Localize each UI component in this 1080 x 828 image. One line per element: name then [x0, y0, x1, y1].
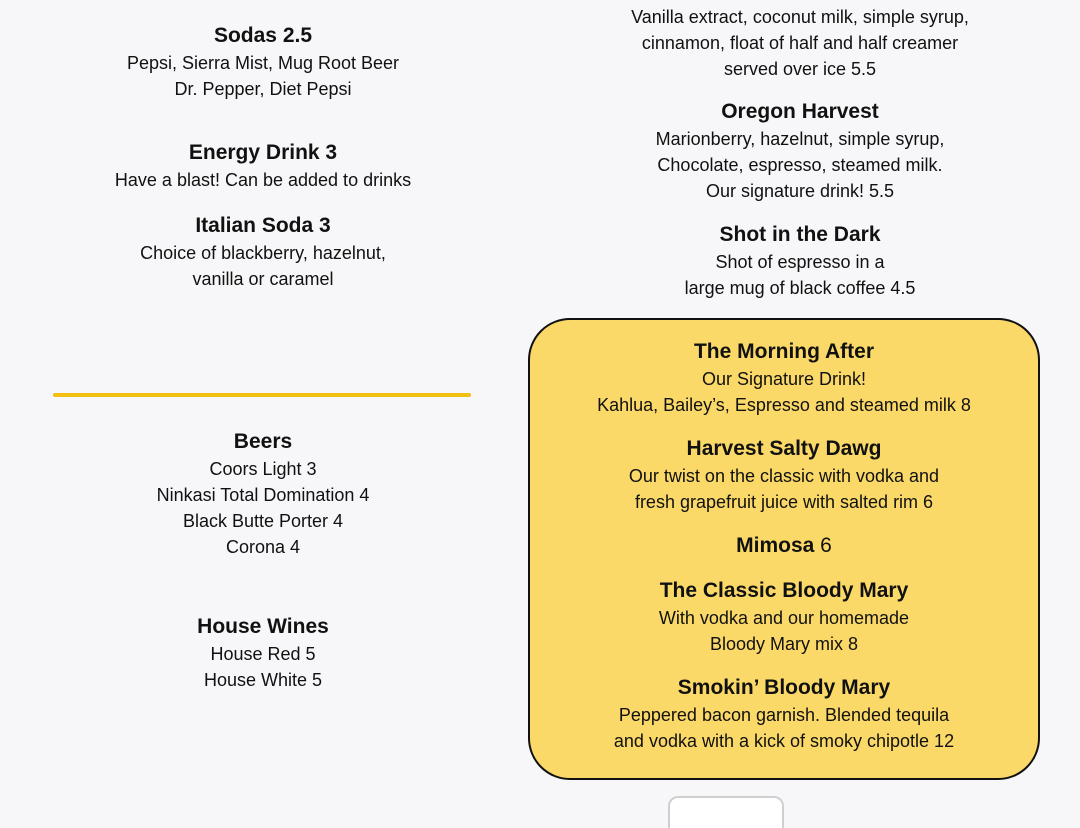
item-title: Oregon Harvest	[721, 100, 879, 123]
item-title: The Classic Bloody Mary	[659, 579, 909, 602]
item-line: Coors Light 3	[209, 459, 317, 479]
glass-image	[668, 796, 784, 828]
item-line: Shot of espresso in a	[715, 252, 885, 272]
item-price: 6	[820, 534, 832, 557]
item-title: The Morning After	[693, 340, 875, 363]
menu-item-classic-bloody-mary	[530, 577, 1038, 657]
left-column	[53, 0, 473, 808]
item-line: House Red 5	[210, 644, 316, 664]
item-line: Choice of blackberry, hazelnut,	[140, 243, 386, 263]
cocktail-box	[528, 318, 1040, 780]
menu-item-italian-soda	[53, 212, 473, 292]
item-line: Our Signature Drink!	[701, 369, 867, 389]
item-line: large mug of black coffee 4.5	[684, 278, 916, 298]
item-line: Vanilla extract, coconut milk, simple syrup,	[631, 7, 969, 27]
item-line: cinnamon, float of half and half creamer	[641, 33, 959, 53]
item-line: Ninkasi Total Domination 4	[156, 485, 370, 505]
menu-item-vanilla-drink	[530, 4, 1070, 82]
item-title: Sodas 2.5	[213, 24, 313, 47]
menu-section-house-wines	[53, 613, 473, 693]
item-line: Kahlua, Bailey’s, Espresso and steamed milk 8	[597, 395, 971, 415]
item-line: Dr. Pepper, Diet Pepsi	[174, 79, 352, 99]
item-title-row	[530, 532, 1038, 560]
item-line: served over ice 5.5	[723, 59, 877, 79]
item-title: Harvest Salty Dawg	[686, 437, 882, 460]
menu-item-sodas	[53, 22, 473, 102]
menu-section-beers	[53, 428, 473, 560]
section-title: Beers	[233, 430, 293, 453]
item-line: Our signature drink! 5.5	[705, 181, 895, 201]
menu-item-energy-drink	[53, 139, 473, 193]
item-line: vanilla or caramel	[192, 269, 334, 289]
menu-item-smokin-bloody-mary	[530, 674, 1038, 754]
item-title: Energy Drink 3	[188, 141, 338, 164]
item-title: Smokin’ Bloody Mary	[677, 676, 891, 699]
menu-item-mimosa	[530, 532, 1038, 560]
item-line: With vodka and our homemade	[658, 608, 910, 628]
menu-item-morning-after	[530, 338, 1038, 418]
menu-item-oregon-harvest	[530, 98, 1070, 204]
item-title: Shot in the Dark	[719, 223, 881, 246]
item-title: Mimosa	[736, 534, 815, 557]
menu-item-harvest-salty-dawg	[530, 435, 1038, 515]
item-line: Our twist on the classic with vodka and	[628, 466, 940, 486]
item-line: House White 5	[203, 670, 323, 690]
item-line: Peppered bacon garnish. Blended tequila	[618, 705, 950, 725]
item-line: Chocolate, espresso, steamed milk.	[657, 155, 943, 175]
section-divider	[53, 393, 471, 397]
item-line: Marionberry, hazelnut, simple syrup,	[655, 129, 945, 149]
item-line: Black Butte Porter 4	[182, 511, 344, 531]
section-title: House Wines	[197, 615, 329, 638]
item-line: Pepsi, Sierra Mist, Mug Root Beer	[126, 53, 400, 73]
item-line: Bloody Mary mix 8	[709, 634, 859, 654]
item-title: Italian Soda 3	[195, 214, 331, 237]
item-line: and vodka with a kick of smoky chipotle 12	[613, 731, 955, 751]
menu-item-shot-in-the-dark	[530, 221, 1070, 301]
item-line: fresh grapefruit juice with salted rim 6	[634, 492, 934, 512]
item-line: Corona 4	[225, 537, 301, 557]
item-line: Have a blast! Can be added to drinks	[114, 170, 412, 190]
